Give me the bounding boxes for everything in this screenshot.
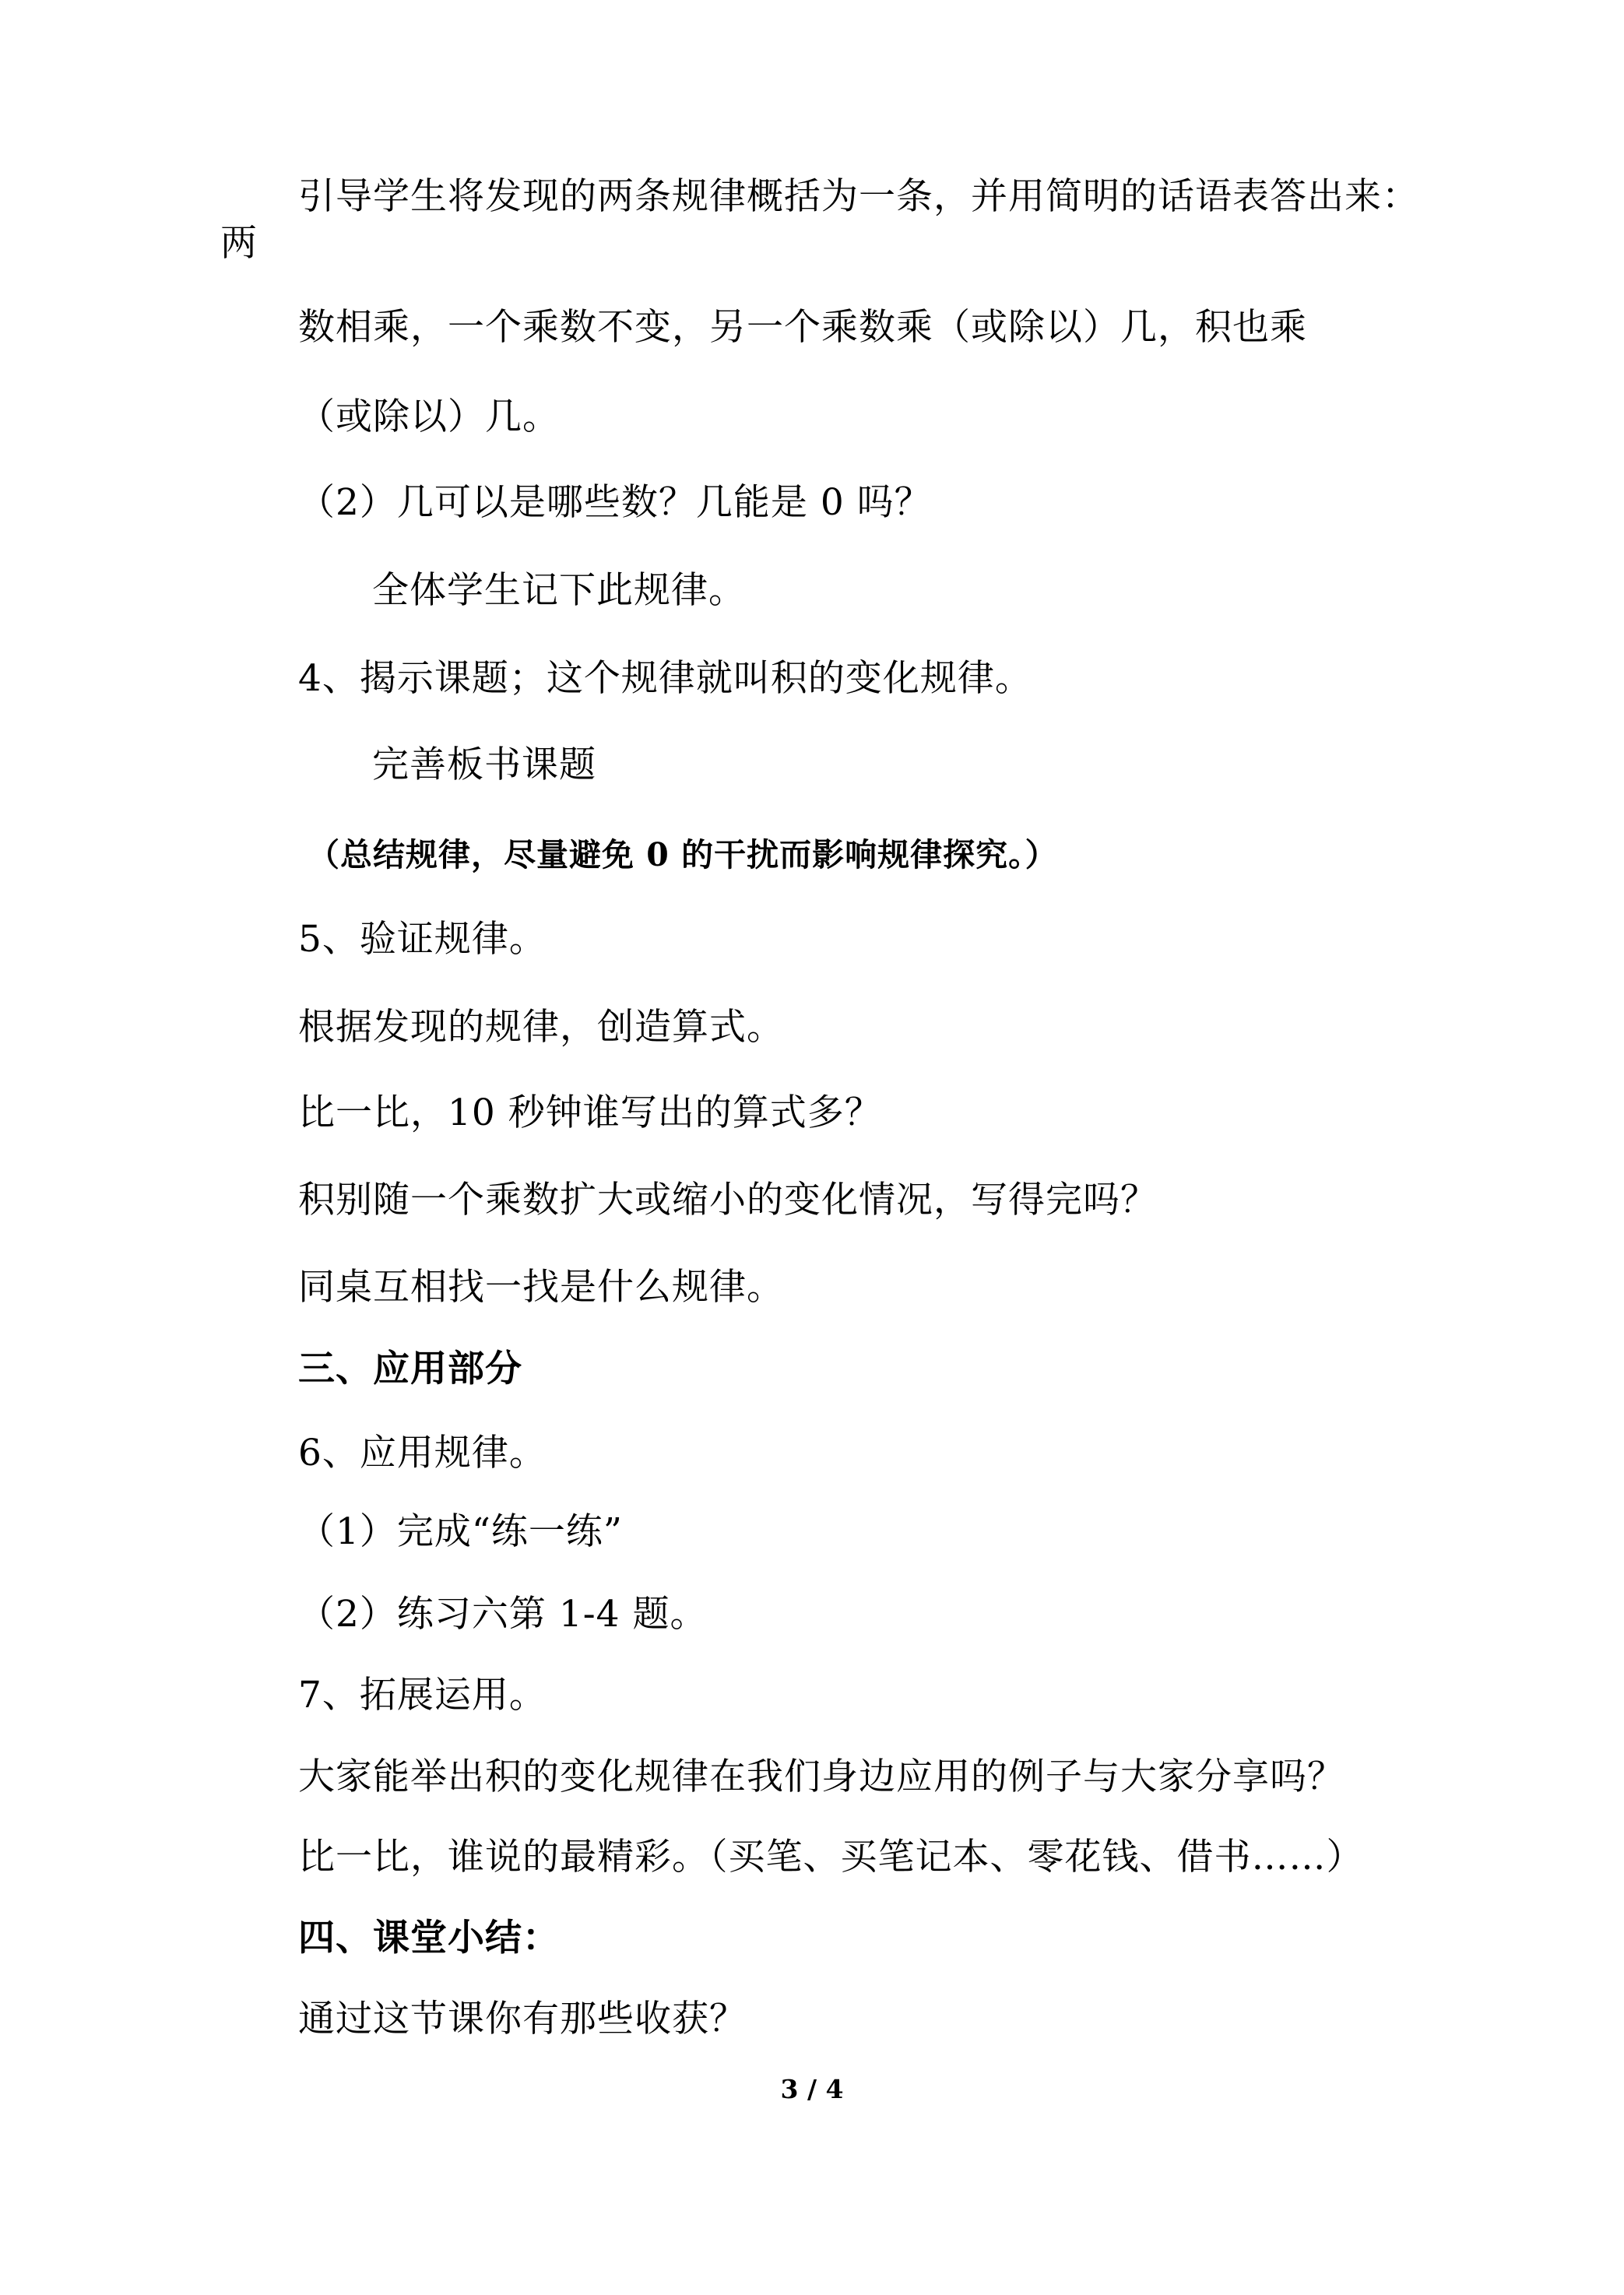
bold-note: （总结规律，尽量避免 0 的干扰而影响规律探究。） — [308, 836, 1058, 873]
section-heading: 三、应用部分 — [298, 1348, 522, 1390]
paragraph-line: 5、验证规律。 — [298, 918, 547, 961]
paragraph-line: 6、应用规律。 — [298, 1432, 547, 1474]
paragraph-line: 积别随一个乘数扩大或缩小的变化情况，写得完吗？ — [298, 1179, 1158, 1221]
paragraph-line: （或除以）几。 — [298, 395, 560, 438]
paragraph-line: 同桌互相找一找是什么规律。 — [298, 1266, 784, 1309]
paragraph-line: 大家能举出积的变化规律在我们身边应用的例子与大家分享吗？ — [298, 1756, 1345, 1798]
paragraph-line: 数相乘，一个乘数不变，另一个乘数乘（或除以）几，积也乘 — [298, 306, 1307, 349]
paragraph-line: 比一比，10 秒钟谁写出的算式多？ — [298, 1091, 882, 1134]
paragraph-line: 全体学生记下此规律。 — [372, 569, 746, 612]
paragraph-line: 完善板书课题 — [372, 743, 596, 786]
paragraph-line: 7、拓展运用。 — [298, 1674, 547, 1717]
section-heading: 四、课堂小结： — [298, 1917, 560, 1959]
page-number: 3 / 4 — [780, 2074, 844, 2104]
paragraph-line: 通过这节课你有那些收获？ — [298, 1998, 747, 2040]
paragraph-line: 引导学生将发现的两条规律概括为一条，并用简明的话语表答出来： — [298, 175, 1419, 218]
paragraph-line: 4、揭示课题；这个规律就叫积的变化规律。 — [298, 657, 1032, 700]
paragraph-line: （1）完成“练一练” — [298, 1510, 623, 1553]
paragraph-line: 比一比，谁说的最精彩。（买笔、买笔记本、零花钱、借书……） — [298, 1836, 1364, 1879]
paragraph-line: 两 — [220, 222, 258, 265]
paragraph-line: （2）几可以是哪些数？几能是 0 吗？ — [298, 481, 932, 524]
paragraph-line: 根据发现的规律，创造算式。 — [298, 1006, 784, 1049]
paragraph-line: （2）练习六第 1-4 题。 — [298, 1593, 708, 1636]
